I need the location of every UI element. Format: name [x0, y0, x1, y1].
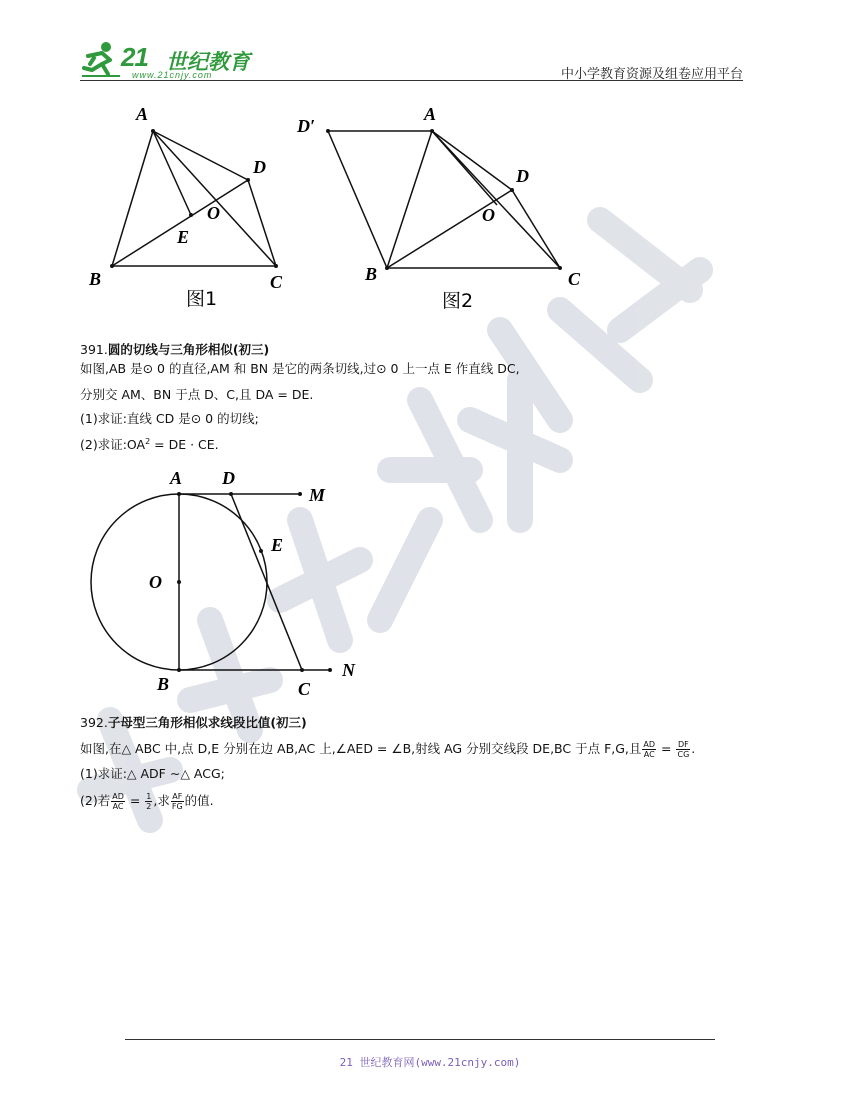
- fig2-label-a: A: [424, 104, 437, 124]
- figure-1: [80, 95, 310, 320]
- fig2-label-c: C: [568, 269, 581, 289]
- problem-392-q2-frac-half: [145, 792, 152, 811]
- period: .: [691, 741, 696, 756]
- problem-392-q2: [80, 790, 214, 812]
- problem-392-title: 子母型三角形相似求线段比值(初三): [107, 715, 307, 730]
- fig1-label-b: B: [89, 269, 102, 289]
- problem-391-number: 391.: [80, 342, 108, 357]
- fig391-label-o: O: [149, 572, 162, 592]
- problem-391-line2: 分别交 AM、BN 于点 D、C,且 DA = DE.: [80, 387, 314, 402]
- problem-391-q2-suffix: = DE · CE.: [150, 437, 219, 453]
- logo-text: 世纪教育: [166, 50, 250, 74]
- fig1-label-c: C: [270, 272, 283, 292]
- problem-391-heading: [80, 340, 269, 358]
- equals-sign: =: [657, 741, 676, 756]
- fig391-label-c: C: [298, 679, 311, 699]
- fig2-label-o: O: [482, 205, 495, 225]
- footer-text: 21 世纪教育网(www.21cnjy.com): [339, 1056, 521, 1069]
- problem-392-q2-suffix: 的值.: [184, 793, 214, 808]
- problem-392-line1-text: 如图,在△ ABC 中,点 D,E 分别在边 AB,AC 上,∠AED = ∠B,射线 AG 分别交线段 DE,BC 于点 F,G,且: [80, 741, 642, 756]
- platform-name: 中小学教育资源及组卷应用平台: [560, 67, 743, 82]
- problem-392-heading: [80, 713, 307, 731]
- problem-392-frac-df-cg: [676, 740, 690, 759]
- problem-391-q1: (1)求证:直线 CD 是⊙ 0 的切线;: [80, 411, 259, 426]
- problem-392-frac-ad-ac: [642, 740, 656, 759]
- problem-392-q2-frac-af-fg: [171, 792, 184, 811]
- fig2-label-d: D: [516, 166, 529, 186]
- problem-391-q2-prefix: (2)求证:OA: [80, 437, 146, 453]
- frac-numerator: AD: [643, 740, 656, 749]
- footer-divider: [125, 1039, 715, 1040]
- logo-runner-icon: [80, 40, 122, 80]
- problem-392-q2-prefix: (2)若: [80, 793, 111, 808]
- problem-391-title: 圆的切线与三角形相似(初三): [107, 342, 270, 357]
- frac-denominator: AC: [112, 802, 124, 811]
- frac-denominator: CG: [677, 750, 690, 759]
- fig1-label-e: E: [177, 227, 190, 247]
- fig391-label-d: D: [222, 468, 235, 488]
- frac-numerator: DF: [678, 740, 689, 749]
- problem-392-q2-mid: ,求: [153, 793, 170, 808]
- frac-numerator: AD: [112, 792, 124, 801]
- fig1-caption: 图1: [186, 288, 218, 310]
- fig391-label-b: B: [157, 674, 170, 694]
- figure-2: [290, 95, 600, 320]
- logo-number: 21: [121, 42, 148, 72]
- frac-numerator: AF: [172, 792, 183, 801]
- problem-392-q1: (1)求证:△ ADF ∼△ ACG;: [80, 766, 225, 781]
- fig391-label-a: A: [170, 468, 183, 488]
- problem-392-line1: [80, 738, 695, 760]
- fig391-label-m: M: [309, 485, 326, 505]
- problem-392-number: 392.: [80, 715, 108, 730]
- fig391-label-e: E: [271, 535, 284, 555]
- frac-numerator: 1: [146, 792, 152, 801]
- fig2-caption: 图2: [442, 290, 474, 312]
- fig1-label-a: A: [136, 104, 149, 124]
- fig2-label-b: B: [365, 264, 378, 284]
- frac-denominator: 2: [146, 802, 152, 811]
- problem-392-q2-frac-ad-ac: [111, 792, 125, 811]
- fig391-label-n: N: [342, 660, 355, 680]
- frac-denominator: AC: [643, 750, 655, 759]
- logo-url: www.21cnjy.com: [132, 70, 213, 80]
- fig2-label-dprime: D′: [297, 116, 316, 136]
- equals-sign: =: [125, 793, 145, 808]
- fig1-label-d: D: [253, 157, 266, 177]
- header-divider: [80, 80, 743, 81]
- problem-391-line1: 如图,AB 是⊙ 0 的直径,AM 和 BN 是它的两条切线,过⊙ 0 上一点 E 作直线 DC,: [80, 361, 520, 376]
- figure-391: [80, 460, 380, 700]
- frac-denominator: FG: [171, 802, 183, 811]
- fig1-label-o: O: [207, 203, 220, 223]
- problem-391-q2-sup: 2: [145, 437, 151, 446]
- problem-391-q2: [80, 431, 219, 456]
